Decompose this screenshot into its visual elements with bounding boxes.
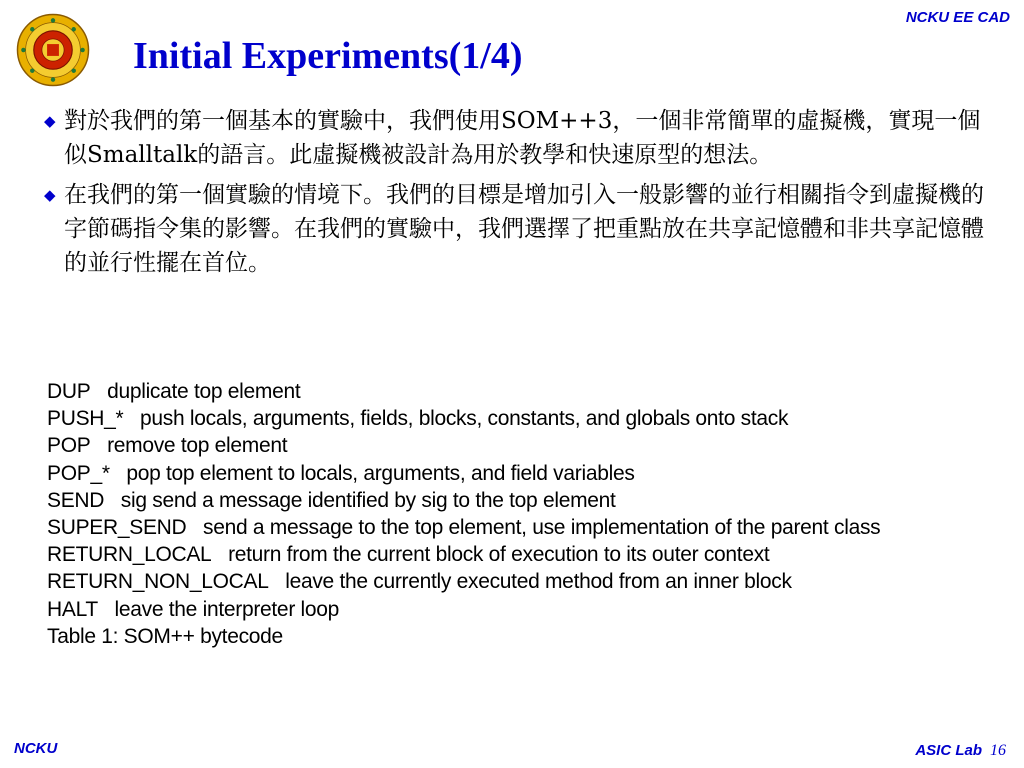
bytecode-desc: return from the current block of execution to its outer context bbox=[228, 543, 770, 567]
bytecode-row bbox=[47, 432, 1017, 459]
diamond-bullet-icon: ◆ bbox=[44, 186, 56, 204]
header-lab-name: NCKU EE CAD bbox=[905, 9, 1010, 26]
bullet-text: 對於我們的第一個基本的實驗中，我們使用SOM++3，一個非常簡單的虛擬機，實現一個似Smalltalk的語言。此虛擬機被設計為用於教學和快速原型的想法。 bbox=[64, 108, 981, 168]
bytecode-op: POP_* bbox=[47, 461, 110, 485]
bytecode-row bbox=[47, 568, 1017, 595]
bytecode-op: RETURN_NON_LOCAL bbox=[47, 570, 269, 594]
bullet-item bbox=[44, 104, 994, 172]
diamond-bullet-icon: ◆ bbox=[44, 112, 56, 130]
bytecode-table bbox=[47, 378, 1017, 650]
bytecode-row bbox=[47, 541, 1017, 568]
bytecode-op: HALT bbox=[47, 597, 98, 621]
bytecode-row bbox=[47, 514, 1017, 541]
bytecode-op: SUPER_SEND bbox=[47, 516, 187, 540]
bytecode-desc: sig send a message identified by sig to the top element bbox=[120, 488, 616, 512]
bytecode-desc: leave the interpreter loop bbox=[114, 597, 340, 621]
bullet-item bbox=[44, 178, 994, 280]
page-title: Initial Experiments(1/4) bbox=[133, 35, 523, 77]
bytecode-row bbox=[47, 596, 1017, 623]
bytecode-desc: leave the currently executed method from an inner block bbox=[285, 570, 792, 594]
bullet-list bbox=[44, 104, 994, 286]
bytecode-row bbox=[47, 460, 1017, 487]
bytecode-op: RETURN_LOCAL bbox=[47, 543, 212, 567]
bytecode-row bbox=[47, 405, 1017, 432]
bytecode-op: SEND bbox=[47, 488, 105, 512]
footer-left-label: NCKU bbox=[14, 740, 58, 757]
bytecode-op: POP bbox=[47, 434, 91, 458]
bytecode-desc: duplicate top element bbox=[107, 380, 301, 403]
footer-right bbox=[915, 742, 1006, 760]
university-seal-icon bbox=[16, 13, 90, 87]
bytecode-op: PUSH_* bbox=[47, 407, 124, 431]
bytecode-row bbox=[47, 487, 1017, 514]
bullet-text: 在我們的第一個實驗的情境下。我們的目標是增加引入一般影響的並行相關指令到虛擬機的字節碼指令集的影響。在我們的實驗中，我們選擇了把重點放在共享記憶體和非共享記憶體的並行性擺在首位。 bbox=[64, 182, 984, 276]
bytecode-desc: pop top element to locals, arguments, and field variables bbox=[126, 461, 635, 485]
table-caption: Table 1: SOM++ bytecode bbox=[47, 624, 283, 648]
bytecode-desc: remove top element bbox=[107, 434, 288, 458]
bytecode-desc: push locals, arguments, fields, blocks, constants, and globals onto stack bbox=[140, 407, 789, 431]
page-number: 16 bbox=[990, 742, 1006, 759]
bytecode-row bbox=[47, 378, 1017, 405]
bytecode-op: DUP bbox=[47, 380, 91, 403]
bytecode-desc: send a message to the top element, use implementation of the parent class bbox=[203, 516, 881, 540]
footer-lab-label: ASIC Lab bbox=[915, 742, 982, 759]
